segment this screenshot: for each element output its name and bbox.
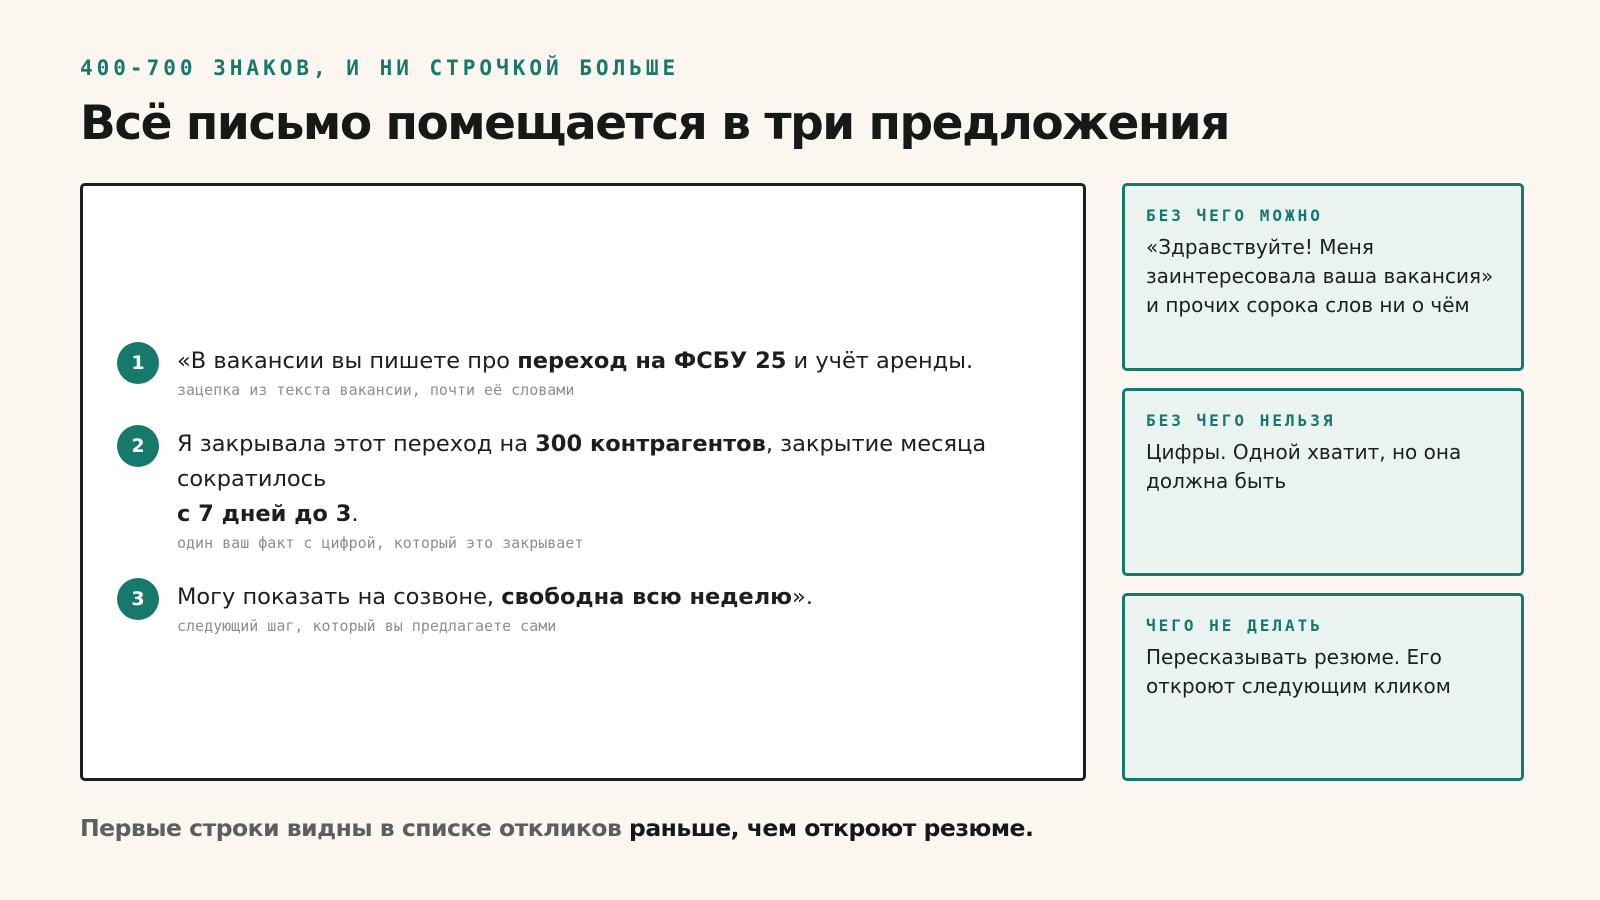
slide-title: Всё письмо помещается в три предложения xyxy=(80,96,1229,151)
side-card-text: «Здравствуйте! Меня заинтересовала ваша вакансия» и прочих сорока слов ни о чём xyxy=(1146,235,1494,317)
step-body xyxy=(177,580,813,635)
step-text-part: «В вакансии вы пишете про xyxy=(177,348,518,374)
step-item xyxy=(117,580,1057,635)
slide-kicker: 400-700 ЗНАКОВ, И НИ СТРОЧКОЙ БОЛЬШЕ xyxy=(80,56,680,80)
step-number-badge: 3 xyxy=(117,578,159,620)
step-text xyxy=(177,427,1057,532)
side-card-dont-do xyxy=(1122,593,1524,781)
step-text-highlight: с 7 дней до 3 xyxy=(177,501,352,527)
step-text-part: . xyxy=(351,501,359,527)
letter-card xyxy=(80,183,1086,781)
step-item xyxy=(117,427,1057,552)
step-item xyxy=(117,344,1057,399)
step-text-part: и учёт аренды. xyxy=(786,348,974,374)
step-text-part: ». xyxy=(792,584,813,610)
footer-muted-text: Первые строки видны в списке откликов xyxy=(80,814,629,842)
step-body xyxy=(177,344,973,399)
step-text-highlight: свободна всю неделю xyxy=(501,584,793,610)
step-text-part: , закрытие месяца сократилось xyxy=(177,431,987,492)
step-number-badge: 1 xyxy=(117,342,159,384)
side-card-label: БЕЗ ЧЕГО МОЖНО xyxy=(1146,206,1323,225)
step-text-part: Могу показать на созвоне, xyxy=(177,584,502,610)
step-text xyxy=(177,344,973,379)
step-note: следующий шаг, который вы предлагаете сами xyxy=(177,617,557,635)
step-text-part: Я закрывала этот переход на xyxy=(177,431,536,457)
side-card-must-have xyxy=(1122,388,1524,576)
side-card-allowed-to-skip xyxy=(1122,183,1524,371)
step-text-highlight: переход на ФСБУ 25 xyxy=(517,348,787,374)
step-text-highlight: 300 контрагентов xyxy=(535,431,766,457)
step-note: один ваш факт с цифрой, который это закрывает xyxy=(177,534,584,552)
step-text xyxy=(177,580,813,615)
footer-emphasis-text: раньше, чем откроют резюме. xyxy=(629,814,1034,842)
slide-footer xyxy=(80,814,1033,842)
side-card-label: БЕЗ ЧЕГО НЕЛЬЗЯ xyxy=(1146,411,1336,430)
letter-steps xyxy=(117,344,1057,663)
step-note: зацепка из текста вакансии, почти её словами xyxy=(177,381,575,399)
step-body xyxy=(177,427,1057,552)
side-card-label: ЧЕГО НЕ ДЕЛАТЬ xyxy=(1146,616,1323,635)
side-card-text: Пересказывать резюме. Его откроют следующим кликом xyxy=(1146,645,1451,698)
side-card-text: Цифры. Одной хватит, но она должна быть xyxy=(1146,440,1462,493)
step-number-badge: 2 xyxy=(117,425,159,467)
